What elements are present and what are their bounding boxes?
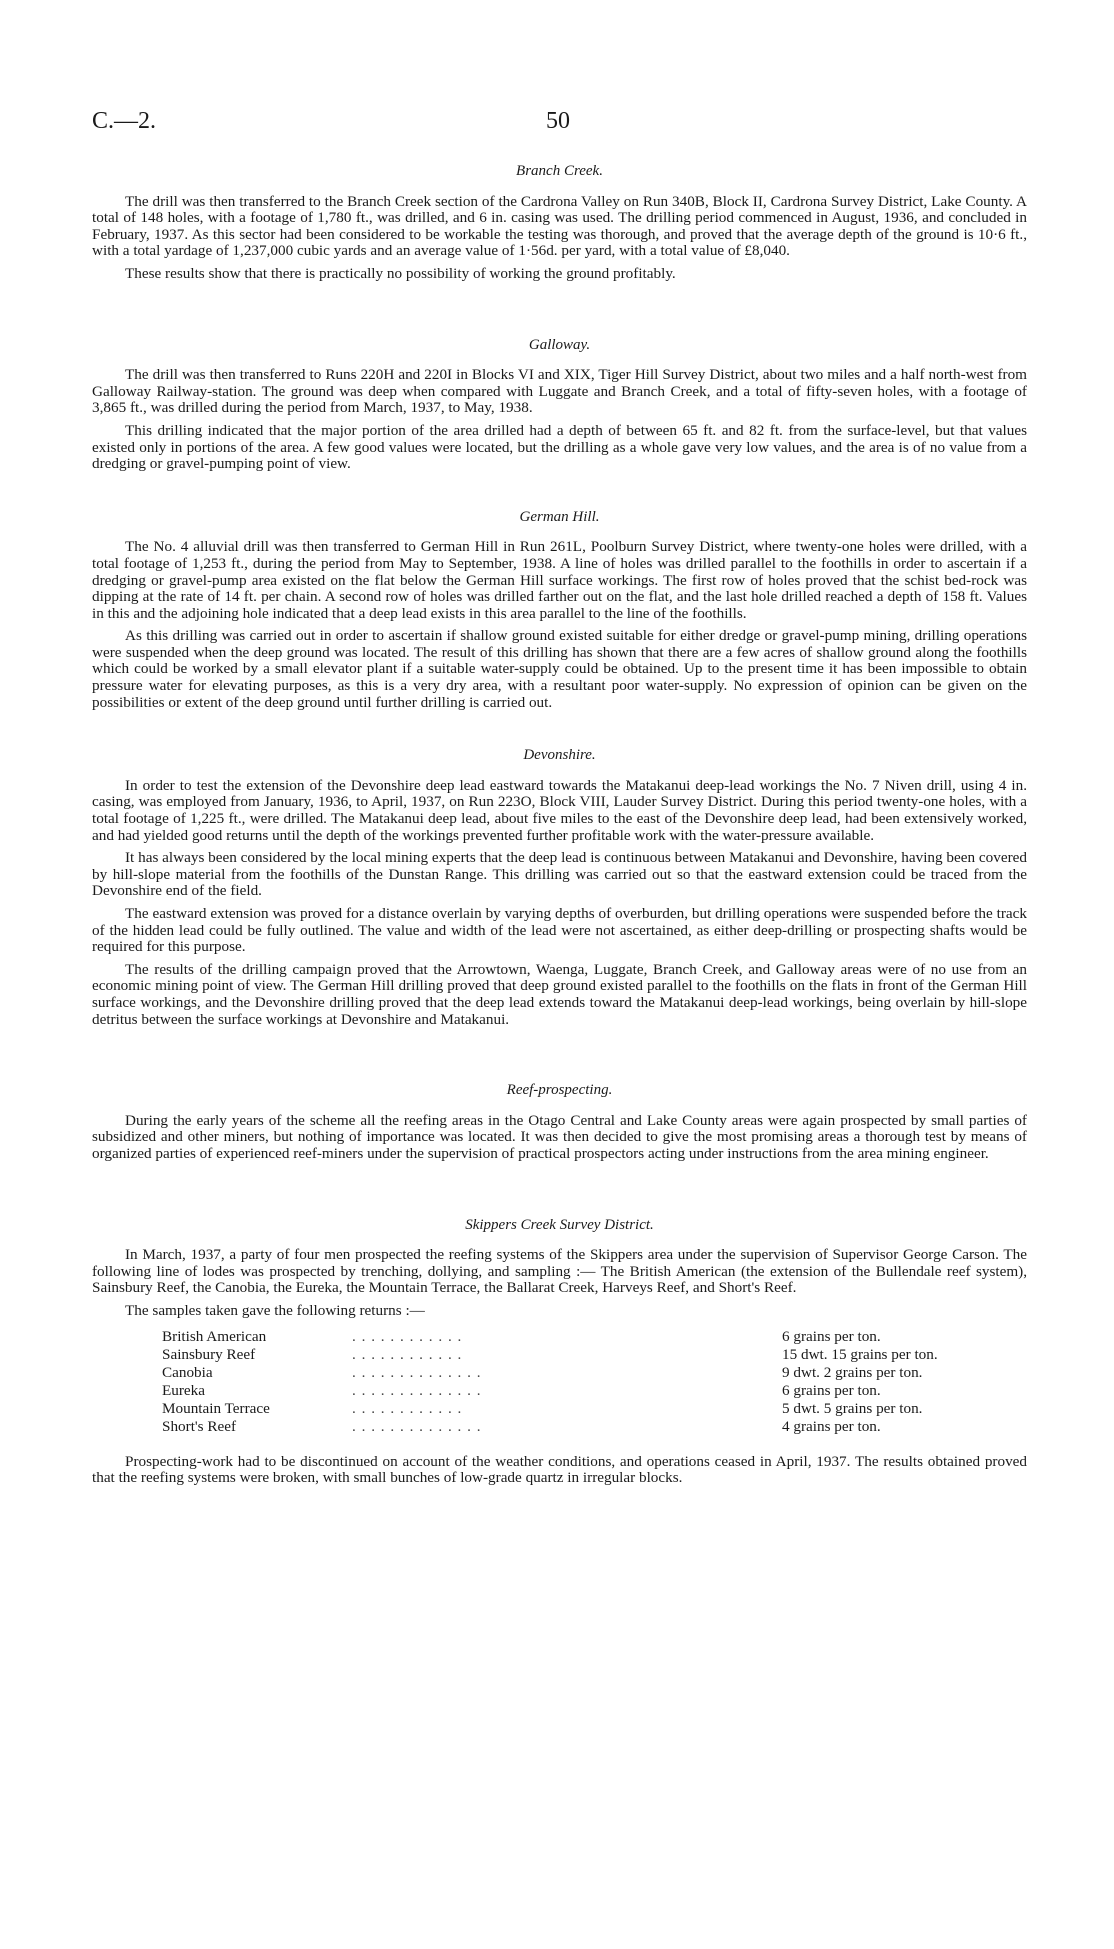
returns-value: 6 grains per ton. bbox=[782, 1381, 881, 1399]
leader-dots: . . . . . . . . . . . . bbox=[352, 1399, 463, 1417]
page-header bbox=[92, 108, 1022, 142]
document-reference: C.—2. bbox=[92, 108, 157, 134]
paragraph: The drill was then transferred to the Branch Creek section of the Cardrona Valley on Run 340B, Block II, Cardrona Survey District, Lake County. A total of 148 holes, with a footage of 1,780 ft., was drilled, and 6 in. casing was used. The drilling period commenced in August, 1936, and concluded in February, 1937. As this sector had been considered to be workable the testing was thorough, and proved that the average depth of the ground is 10·6 ft., with a total yardage of 1,237,000 cubic yards and an average value of 1·56d. per yard, with a total value of £8,040. bbox=[92, 192, 1027, 260]
returns-row bbox=[162, 1364, 1032, 1382]
returns-row bbox=[162, 1346, 1032, 1364]
section-title: Galloway. bbox=[528, 336, 591, 353]
paragraph: It has always been considered by the local mining experts that the deep lead is continuous between Matakanui and Devonshire, having been covered by hill-slope material from the foothills of the Dunstan Range. This drilling was carried out so that the eastward extension could be traced from the Devonshire end of the field. bbox=[92, 849, 1027, 900]
section-title: German Hill. bbox=[519, 508, 600, 525]
returns-location: Canobia bbox=[162, 1363, 213, 1381]
leader-dots: . . . . . . . . . . . . . . bbox=[352, 1417, 482, 1435]
returns-location: Mountain Terrace bbox=[162, 1399, 270, 1417]
section-branch-creek bbox=[92, 163, 1027, 283]
page-body bbox=[92, 163, 1027, 1493]
returns-location: British American bbox=[162, 1327, 267, 1345]
paragraph: The samples taken gave the following returns :— bbox=[125, 1301, 425, 1319]
leader-dots: . . . . . . . . . . . . bbox=[352, 1327, 463, 1345]
returns-value: 15 dwt. 15 grains per ton. bbox=[782, 1345, 938, 1363]
returns-row bbox=[162, 1400, 1032, 1418]
section-skippers-creek bbox=[92, 1217, 1027, 1487]
leader-dots: . . . . . . . . . . . . . . bbox=[352, 1363, 482, 1381]
paragraph: As this drilling was carried out in order to ascertain if shallow ground existed suitable for either dredge or gravel-pump mining, drilling operations were suspended when the deep ground was located. The result of this drilling has shown that there are a few acres of shallow ground along the foothills which could be worked by a small elevator plant if a suitable water-supply could be obtained. Up to the present time it has been impossible to obtain pressure water for elevating purposes, as this is a very dry area, with a resultant poor water-supply. No expression of opinion can be given on the possibilities or extent of the deep ground until further drilling is carried out. bbox=[92, 627, 1027, 711]
returns-location: Sainsbury Reef bbox=[162, 1345, 256, 1363]
paragraph: These results show that there is practically no possibility of working the ground profitably. bbox=[125, 264, 676, 282]
section-title: Skippers Creek Survey District. bbox=[465, 1216, 654, 1233]
returns-value: 6 grains per ton. bbox=[782, 1327, 881, 1345]
paragraph: During the early years of the scheme all the reefing areas in the Otago Central and Lake County areas were again prospected by small parties of subsidized and other miners, but nothing of importance was located. It was then decided to give the most promising areas a thorough test by means of organized parties of experienced reef-miners under the supervision of practical prospectors acting under instructions from the area mining engineer. bbox=[92, 1111, 1027, 1162]
paragraph: In March, 1937, a party of four men prospected the reefing systems of the Skippers area under the supervision of Supervisor George Carson. The following line of lodes was prospected by trenching, dollying, and sampling :— The British American (the extension of the Bullendale reef system), Sainsbury Reef, the Canobia, the Eureka, the Mountain Terrace, the Ballarat Creek, Harveys Reef, and Short's Reef. bbox=[92, 1246, 1027, 1297]
section-reef-prospecting bbox=[92, 1082, 1027, 1162]
returns-table bbox=[162, 1328, 1032, 1436]
section-devonshire bbox=[92, 747, 1027, 1028]
returns-row bbox=[162, 1382, 1032, 1400]
returns-location: Short's Reef bbox=[162, 1417, 237, 1435]
section-title: Branch Creek. bbox=[516, 163, 603, 179]
returns-value: 9 dwt. 2 grains per ton. bbox=[782, 1363, 923, 1381]
section-title: Reef-prospecting. bbox=[506, 1082, 613, 1099]
leader-dots: . . . . . . . . . . . . . . bbox=[352, 1381, 482, 1399]
paragraph: Prospecting-work had to be discontinued on account of the weather conditions, and operations ceased in April, 1937. The results obtained proved that the reefing systems were broken, with small bunches of low-grade quartz in irregular blocks. bbox=[92, 1452, 1027, 1487]
paragraph: This drilling indicated that the major portion of the area drilled had a depth of between 65 ft. and 82 ft. from the surface-level, but that values existed only in portions of the area. A few good values were located, but the drilling as a whole gave very low values, and the area is of no value from a dredging or gravel-pumping point of view. bbox=[92, 421, 1027, 473]
returns-row bbox=[162, 1418, 1032, 1436]
section-galloway bbox=[92, 337, 1027, 473]
paragraph: The No. 4 alluvial drill was then transferred to German Hill in Run 261L, Poolburn Survey District, where twenty-one holes were drilled, with a total footage of 1,253 ft., during the period from May to September, 1938. A line of holes was drilled parallel to the foothills in order to ascertain if a dredging or gravel-pump area existed on the flat below the German Hill surface workings. The first row of holes proved that the schist bed-rock was dipping at the rate of 14 ft. per chain. A second row of holes was drilled farther out on the flat, and the last hole drilled reached a depth of 158 ft. Values in this and the adjoining hole indicated that a deep lead exists in this area parallel to the line of the foothills. bbox=[92, 538, 1027, 622]
returns-row bbox=[162, 1328, 1032, 1346]
leader-dots: . . . . . . . . . . . . bbox=[352, 1345, 463, 1363]
returns-location: Eureka bbox=[162, 1381, 206, 1399]
section-title: Devonshire. bbox=[523, 747, 596, 764]
returns-value: 4 grains per ton. bbox=[782, 1417, 881, 1435]
page-number: 50 bbox=[546, 108, 570, 134]
returns-value: 5 dwt. 5 grains per ton. bbox=[782, 1399, 923, 1417]
paragraph: In order to test the extension of the Devonshire deep lead eastward towards the Matakanui deep-lead workings the No. 7 Niven drill, using 4 in. casing, was employed from January, 1936, to April, 1937, on Run 223O, Block VIII, Lauder Survey District. During this period twenty-one holes, with a total footage of 1,225 ft., were drilled. The Matakanui deep lead, about five miles to the east of the Devonshire deep lead, had been extensively worked, and had yielded good returns until the depth of the workings prevented further profitable work with the water-pressure available. bbox=[92, 776, 1027, 844]
paragraph: The drill was then transferred to Runs 220H and 220I in Blocks VI and XIX, Tiger Hill Survey District, about two miles and a half north-west from Galloway Railway-station. The ground was deep when compared with Luggate and Branch Creek, and a total of fifty-seven holes, with a footage of 3,865 ft., was drilled during the period from March, 1937, to May, 1938. bbox=[92, 366, 1027, 417]
paragraph: The results of the drilling campaign proved that the Arrowtown, Waenga, Luggate, Branch Creek, and Galloway areas were of no use from an economic mining point of view. The German Hill drilling proved that deep ground existed parallel to the foothills on the flats in front of the German Hill surface workings, and the Devonshire drilling proved that the deep lead extends toward the Matakanui deep-lead workings, being overlain by hill-slope detritus between the surface workings at Devonshire and Matakanui. bbox=[92, 960, 1027, 1028]
paragraph: The eastward extension was proved for a distance overlain by varying depths of overburden, but drilling operations were suspended before the track of the hidden lead could be fully outlined. The value and width of the lead were not ascertained, as either deep-drilling or prospecting shafts would be required for this purpose. bbox=[92, 905, 1027, 956]
section-german-hill bbox=[92, 509, 1027, 712]
